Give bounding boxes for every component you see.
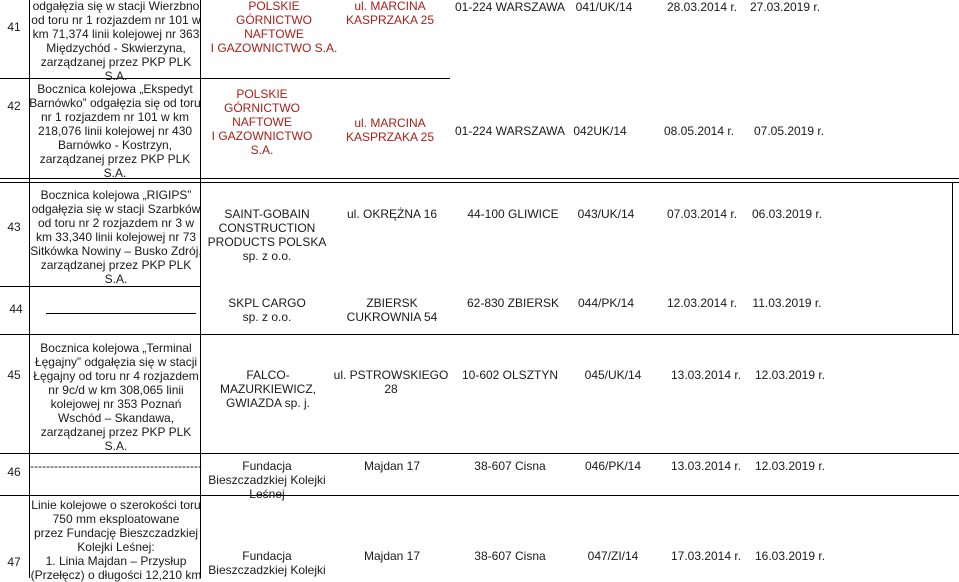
description-line: zarządzanej przez PKP PLK — [40, 55, 192, 69]
decision-number: 044/PK/14 — [577, 296, 635, 310]
owner-line: Fundacja — [242, 459, 292, 473]
description-line: S.A. — [104, 69, 128, 83]
description-line: Międzychód - Skwierzyna, — [46, 41, 186, 55]
expiry-date: 12.03.2019 r. — [754, 459, 826, 473]
street-line: KASPRZAKA 25 — [345, 13, 435, 27]
owner-city: 01-224 WARSZAWA — [454, 124, 566, 138]
owner-street — [346, 0, 434, 27]
owner-name — [208, 207, 327, 263]
description-line: Barnówko” odgałęzia się od toru — [29, 96, 201, 110]
row-number: 46 — [7, 465, 21, 479]
owner-line: Leśnej — [249, 487, 285, 501]
row-description — [30, 459, 202, 473]
owner-name — [208, 549, 325, 577]
owner-line: MAZURKIEWICZ, — [220, 382, 316, 396]
decision-number: 047/ZI/14 — [587, 549, 639, 563]
description-line: Łęgajny” odgałęzia się w stacji — [34, 355, 198, 369]
description-line: zarządzanej przez PKP PLK — [40, 258, 192, 272]
owner-city: 38-607 Cisna — [474, 459, 546, 473]
description-line: ------------------------------------------- — [30, 459, 202, 473]
owner-line: I GAZOWNICTWO S.A. — [210, 41, 338, 55]
street-line: ul. OKRĘŻNA 16 — [346, 207, 438, 221]
issue-date: 13.03.2014 r. — [670, 368, 742, 382]
owner-street — [346, 116, 434, 144]
issue-date: 17.03.2014 r. — [670, 549, 742, 563]
owner-line: POLSKIE — [248, 0, 300, 13]
owner-line: GÓRNICTWO — [235, 13, 312, 27]
street-line: Majdan 17 — [363, 549, 421, 563]
owner-city: 44-100 GLIWICE — [467, 207, 559, 221]
owner-street — [364, 549, 420, 563]
street-line: CUKROWNIA 54 — [346, 310, 438, 324]
description-line: Wschód – Skandawa, — [57, 411, 175, 425]
owner-city: 10-602 OLSZTYN — [461, 368, 559, 382]
expiry-date: 06.03.2019 r. — [751, 207, 823, 221]
expiry-date: 16.03.2019 r. — [754, 549, 826, 563]
owner-line: sp. z o.o. — [242, 310, 292, 324]
description-line: od toru nr 1 rozjazdem nr 101 w — [31, 13, 201, 27]
description-line: (Przełęcz) o długości 12,210 km — [30, 568, 202, 582]
description-line: Bocznica kolejowa „RIGIPS” — [40, 188, 192, 202]
owner-line: GÓRNICTWO — [224, 101, 300, 115]
row-number: 44 — [9, 302, 23, 316]
owner-line: I GAZOWNICTWO — [211, 129, 313, 143]
owner-line: SKPL CARGO — [228, 296, 306, 310]
street-line: ul. PSTROWSKIEGO — [333, 368, 449, 382]
description-line: 750 mm eksploatowane — [52, 512, 180, 526]
owner-street — [334, 368, 449, 396]
description-line: Kolejki Leśnej: — [77, 540, 155, 554]
issue-date: 28.03.2014 r. — [666, 0, 738, 14]
description-line: Bocznica kolejowa „Terminal — [40, 341, 192, 355]
owner-line: POLSKIE — [236, 87, 288, 101]
row-number: 41 — [7, 20, 21, 34]
description-line: Sitkówka Nowiny – Busko Zdrój, — [30, 244, 202, 258]
decision-number: 041/UK/14 — [575, 0, 633, 14]
description-line: od toru nr 2 rozjazdem nr 3 w — [37, 216, 195, 230]
owner-city: 01-224 WARSZAWA — [454, 0, 566, 14]
owner-street — [347, 296, 438, 324]
owner-name — [228, 296, 306, 324]
owner-name — [220, 368, 316, 410]
street-line: ul. MARCINA — [354, 116, 426, 130]
row-number: 47 — [7, 555, 21, 569]
decision-number: 042UK/14 — [573, 124, 627, 138]
row-description — [29, 82, 200, 180]
owner-name — [211, 0, 338, 55]
owner-line: GWIAZDA sp. j. — [225, 396, 310, 410]
description-line: Bocznica kolejowa „Ekspedyt — [37, 82, 193, 96]
description-line: S.A. — [104, 439, 128, 453]
owner-name — [212, 87, 313, 157]
decision-number: 043/UK/14 — [577, 207, 635, 221]
row-number: 43 — [7, 220, 21, 234]
owner-city: 38-607 Cisna — [474, 549, 546, 563]
row-number: 42 — [7, 99, 21, 113]
owner-line: NAFTOWE — [232, 115, 292, 129]
expiry-date: 07.05.2019 r. — [753, 124, 825, 138]
description-line: Barnówko - Kostrzyn, — [57, 138, 173, 152]
row-description — [31, 498, 202, 582]
street-line: 28 — [384, 382, 398, 396]
row-description — [31, 0, 200, 83]
street-line: ZBIERSK — [366, 296, 418, 310]
description-line: km 71,374 linii kolejowej nr 363 — [32, 27, 200, 41]
owner-name — [208, 459, 325, 501]
description-line: S.A. — [103, 166, 127, 180]
expiry-date: 11.03.2019 r. — [752, 296, 822, 310]
owner-street — [347, 207, 437, 221]
owner-line: FALCO- — [246, 368, 290, 382]
owner-line: Fundacja — [242, 549, 292, 563]
owner-line: S.A. — [250, 143, 274, 157]
description-line: nr 1 rozjazdem nr 101 w km — [40, 110, 190, 124]
owner-line: PRODUCTS POLSKA — [207, 235, 327, 249]
owner-line: Bieszczadzkiej Kolejki — [208, 563, 326, 577]
description-line: Linie kolejowe o szerokości toru — [31, 498, 201, 512]
description-line: kolejowej nr 353 Poznań — [50, 397, 182, 411]
description-line: S.A. — [104, 272, 128, 286]
description-line: zarządzanej przez PKP PLK — [39, 152, 191, 166]
description-line: odgałęzia się w stacji Szarbków — [31, 202, 201, 216]
description-line: zarządzanej przez PKP PLK — [40, 425, 192, 439]
owner-line: Bieszczadzkiej Kolejki — [208, 473, 326, 487]
description-line: 1. Linia Majdan – Przysłup — [45, 554, 187, 568]
owner-line: sp. z o.o. — [242, 249, 292, 263]
description-line: Łęgajny od toru nr 4 rozjazdem — [33, 369, 199, 383]
description-line: km 33,340 linii kolejowej nr 73 — [35, 230, 197, 244]
row-description — [30, 188, 201, 286]
issue-date: 12.03.2014 r. — [666, 296, 738, 310]
owner-street — [364, 459, 420, 473]
description-line: nr 9c/d w km 308,065 linii — [48, 383, 184, 397]
issue-date: 08.05.2014 r. — [663, 124, 735, 138]
owner-line: NAFTOWE — [244, 27, 304, 41]
expiry-date: 12.03.2019 r. — [754, 368, 826, 382]
row-number: 45 — [7, 368, 21, 382]
owner-line: CONSTRUCTION — [218, 221, 316, 235]
decision-number: 045/UK/14 — [584, 368, 642, 382]
street-line: KASPRZAKA 25 — [345, 130, 435, 144]
street-line: Majdan 17 — [363, 459, 421, 473]
issue-date: 13.03.2014 r. — [670, 459, 742, 473]
decision-number: 046/PK/14 — [584, 459, 642, 473]
street-line: ul. MARCINA — [354, 0, 426, 13]
description-line: odgałęzia się w stacji Wierzbno — [32, 0, 200, 13]
description-line: przez Fundację Bieszczadzkiej — [33, 526, 199, 540]
row-description — [33, 341, 198, 453]
description-line: 218,076 linii kolejowej nr 430 — [37, 124, 193, 138]
issue-date: 07.03.2014 r. — [666, 207, 738, 221]
owner-line: SAINT-GOBAIN — [224, 207, 310, 221]
expiry-date: 27.03.2019 r. — [749, 0, 821, 14]
owner-city: 62-830 ZBIERSK — [466, 296, 560, 310]
